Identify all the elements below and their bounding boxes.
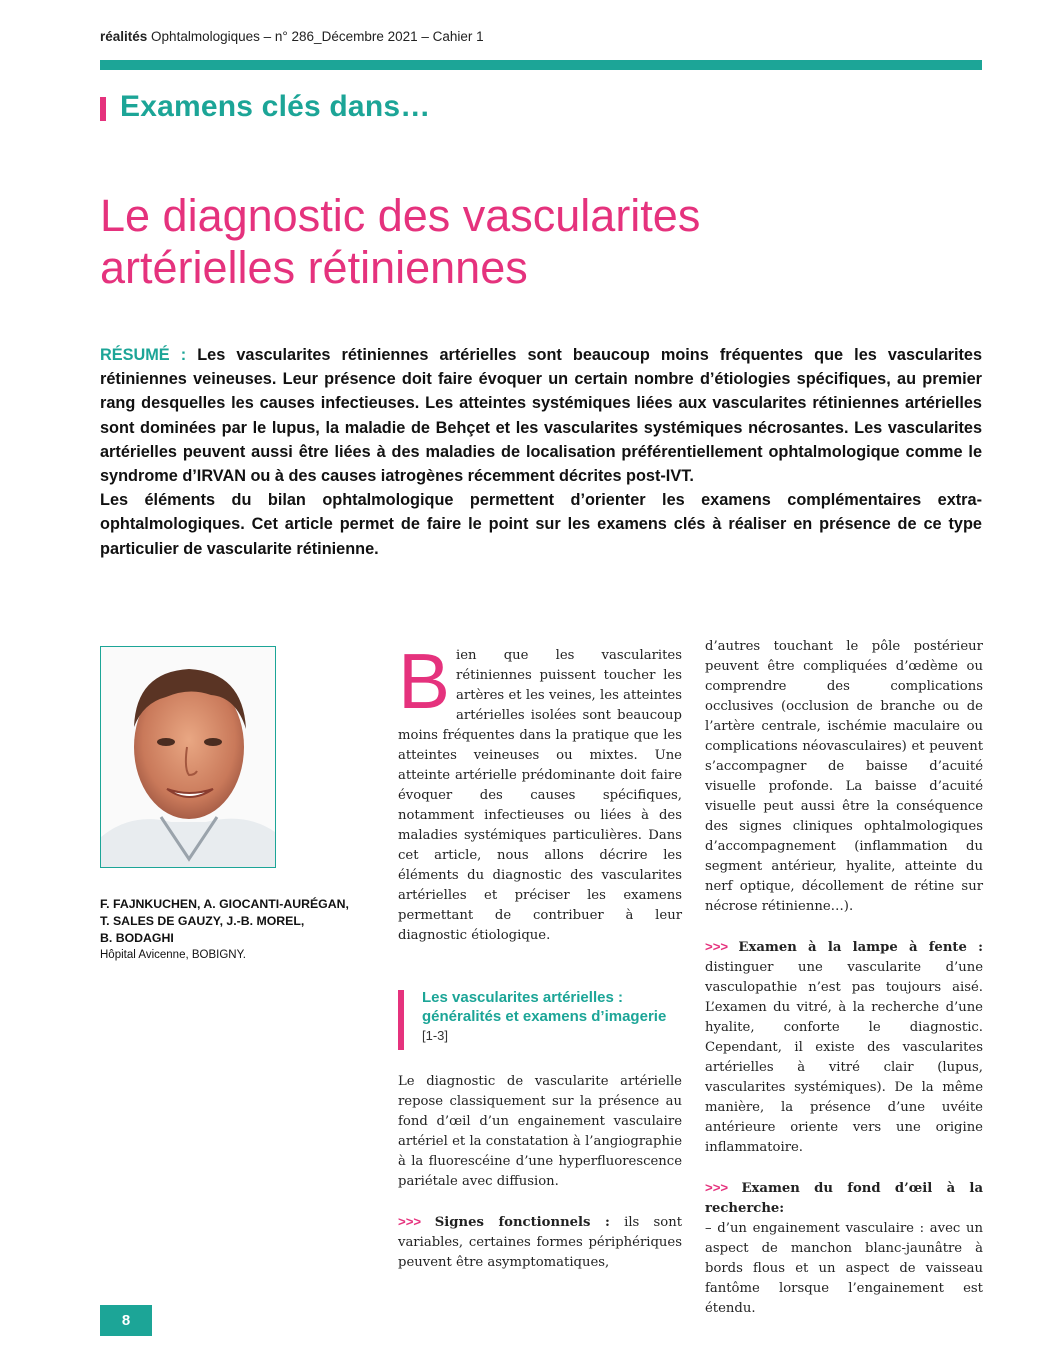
- diagnostic-paragraph: Le diagnostic de vascularite artérielle repose classiquement sur la présence au fond d’œil d’un engainement vasculaire artériel et la constatation à l’angiographie à la fluorescéine d’une hyperfluorescence pariétale avec diffusion.: [398, 1074, 682, 1189]
- subheading-reference: [1-3]: [422, 1028, 449, 1043]
- lampe-text: distinguer une vascularite d’une vasculopathie n’est pas toujours aisé. L’examen du vitré, à la recherche d’une hyalite, conforte le diagnostic. Cependant, il existe des vascularites artérielles à vitré clair (lupus, vascularites systémiques). De la même manière, la présence d’une uvéite antérieure oriente vers une origine inflammatoire.: [705, 960, 983, 1155]
- abstract-paragraph-2: Les éléments du bilan ophtalmologique permettent d’orienter les examens complémentaires extra-ophtalmologiques. Cet article permet de faire le point sur les examens clés à réaliser en présence de ce type particulier de vascularite rétinienne.: [100, 491, 982, 558]
- text-column-2: [705, 637, 983, 1319]
- journal-issue: Ophtalmologiques – n° 286_Décembre 2021 – Cahier 1: [147, 29, 484, 44]
- subheading: [398, 988, 682, 1045]
- signes-text: ils sont variables, certaines formes périphériques peuvent être asymptomatiques,: [398, 1215, 682, 1270]
- abstract: [100, 343, 982, 561]
- journal-header: [100, 29, 484, 44]
- lampe-heading: Examen à la lampe à fente :: [738, 940, 983, 955]
- article-title: [100, 190, 960, 294]
- intro-paragraph: ien que les vascularites rétiniennes puissent toucher les artères et les veines, les atteintes artérielles isolées sont beaucoup moins fréquentes dans la pratique que les atteintes veineuses ou mixtes. Une atteinte artérielle prédominante doit faire évoquer des causes spécifiques, notamment infectieuses ou liées à des maladies systémiques particulières. Dans cet article, nous allons décrire les éléments du diagnostic des vascularites artérielles et préciser les examens permettant de contribuer à leur diagnostic étiologique.: [398, 648, 682, 943]
- author-line-1: F. FAJNKUCHEN, A. GIOCANTI-AURÉGAN,: [100, 897, 349, 911]
- section-marker: [100, 97, 106, 121]
- text-column-1-lower: [398, 1072, 682, 1273]
- subheading-marker: [398, 990, 404, 1050]
- abstract-label: RÉSUMÉ :: [100, 346, 187, 364]
- author-line-3: B. BODAGHI: [100, 931, 174, 945]
- section-title: Examens clés dans…: [120, 90, 431, 123]
- fond-text: – d’un engainement vasculaire : avec un aspect de manchon blanc-jaunâtre à bords flous et un aspect de vaisseau fantôme lorsque l’engainement est étendu.: [705, 1221, 983, 1316]
- author-photo: [100, 646, 276, 868]
- journal-name: réalités: [100, 29, 148, 44]
- lampe-arrow: >>>: [705, 939, 739, 954]
- signes-heading: Signes fonctionnels :: [434, 1215, 610, 1230]
- page-number: 8: [100, 1305, 152, 1336]
- signes-arrow: >>>: [398, 1214, 435, 1229]
- author-affiliation: Hôpital Avicenne, BOBIGNY.: [100, 949, 246, 961]
- subheading-title: Les vascularites artérielles : généralités et examens d’imagerie: [422, 989, 667, 1025]
- continuation-paragraph: d’autres touchant le pôle postérieur peuvent être compliquées d’œdème ou comprendre des complications occlusives (occlusion de branche ou de l’artère centrale, ischémie maculaire ou complications néovasculaires) et peuvent s’accompagner de baisse d’acuité visuelle profonde. La baisse d’acuité visuelle peut aussi être la conséquence des signes cliniques ophtalmologiques d’accompagnement (inflammation du segment antérieur, hyalite, atteinte du nerf optique, décollement de rétine sur nécrose rétinienne…).: [705, 639, 983, 914]
- author-line-2: T. SALES DE GAUZY, J.-B. MOREL,: [100, 914, 305, 928]
- header-rule: [100, 60, 982, 70]
- author-portrait-image: [101, 647, 275, 867]
- drop-cap: B: [398, 637, 451, 725]
- title-line-1: Le diagnostic des vascularites: [100, 190, 701, 241]
- text-column-1: [398, 637, 682, 946]
- fond-heading: Examen du fond d’œil à la recherche:: [705, 1181, 983, 1216]
- fond-arrow: >>>: [705, 1180, 742, 1195]
- abstract-paragraph-1: Les vascularites rétiniennes artérielles sont beaucoup moins fréquentes que les vascularites rétiniennes veineuses. Leur présence doit faire évoquer un certain nombre d’étiologies spécifiques, au premier rang desquelles les causes infectieuses. Les atteintes systémiques liées aux vascularites rétiniennes artérielles sont dominées par le lupus, la maladie de Behçet et les vascularites systémiques nécrosantes. Les vascularites artérielles peuvent aussi être liées à des maladies de localisation préférentiellement ophtalmologique comme le syndrome d’IRVAN ou à des causes iatrogènes récemment décrites post-IVT.: [100, 346, 982, 486]
- title-line-2: artérielles rétiniennes: [100, 242, 528, 293]
- author-block: [100, 896, 390, 964]
